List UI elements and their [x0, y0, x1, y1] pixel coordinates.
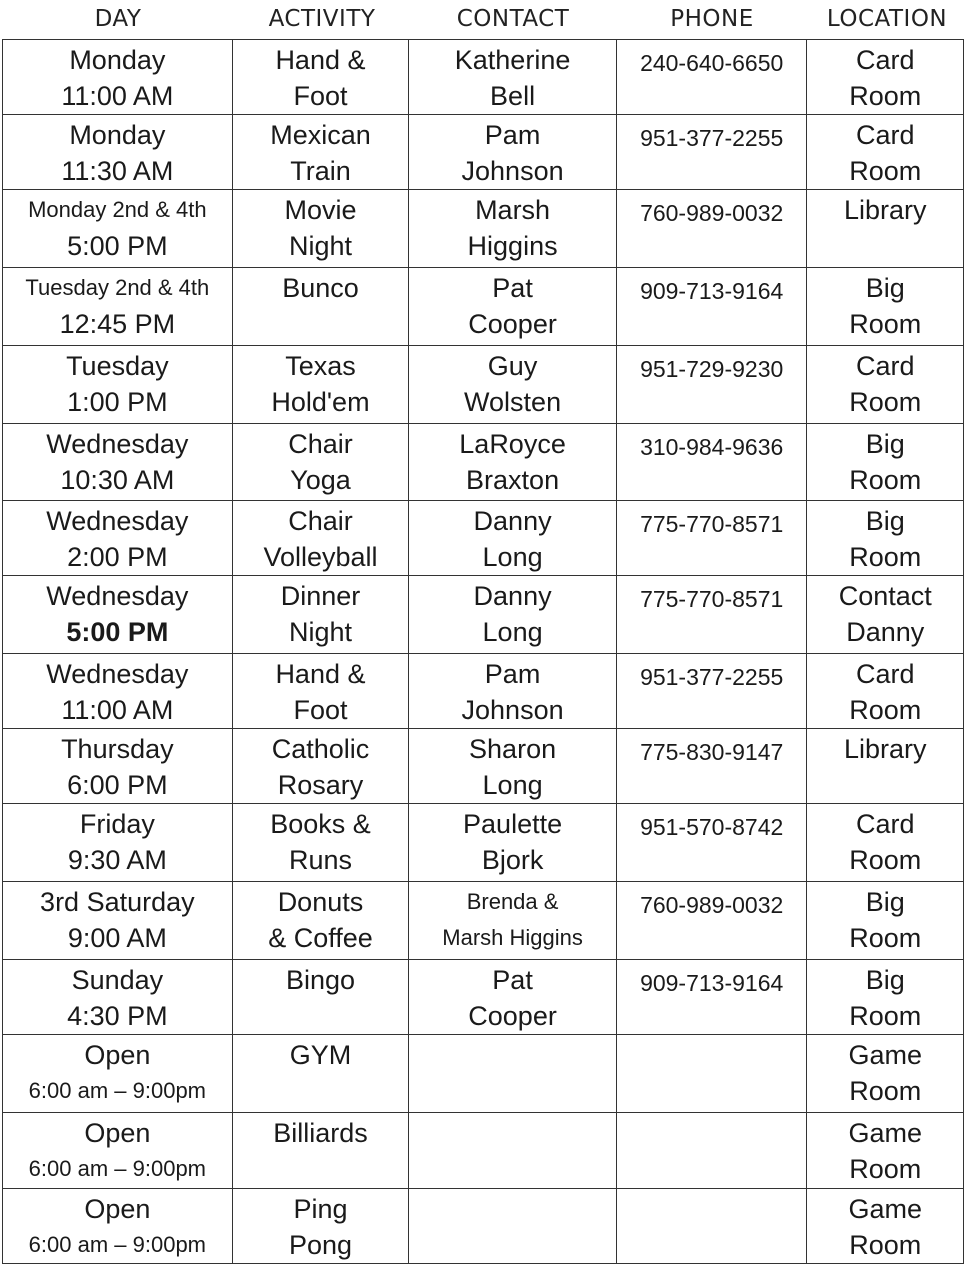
activity-label: Runs: [288, 845, 352, 875]
location-label: Room: [849, 387, 922, 417]
activity-schedule-table: [2, 39, 964, 1264]
header-phone: PHONE: [670, 6, 754, 32]
location-label: Card: [855, 45, 915, 75]
day-label: Monday: [69, 120, 166, 150]
location-cell: [807, 1189, 964, 1264]
header-contact: CONTACT: [456, 6, 570, 32]
time-label: 9:30 AM: [67, 845, 167, 875]
contact-cell: [409, 501, 617, 576]
table-row: [3, 882, 964, 960]
table-row: [3, 40, 964, 115]
header-location: LOCATION: [826, 6, 948, 32]
contact-cell: [409, 654, 617, 729]
location-label: Game: [848, 1118, 922, 1148]
contact-cell: [409, 882, 617, 960]
location-label: Big: [865, 965, 905, 995]
location-label: Big: [865, 273, 905, 303]
table-row: [3, 268, 964, 346]
time-label: 2:00 PM: [67, 542, 168, 572]
location-cell: [807, 268, 964, 346]
phone-number: 760-989-0032: [640, 892, 784, 918]
contact-name: Cooper: [468, 309, 557, 339]
phone-number: 951-729-9230: [640, 356, 784, 382]
table-row: [3, 1113, 964, 1189]
contact-name: Long: [482, 542, 543, 572]
header-day: DAY: [94, 6, 142, 32]
contact-cell: [409, 40, 617, 115]
activity-label: Hold'em: [271, 387, 370, 417]
day-label: Friday: [79, 809, 155, 839]
activity-label: Ping: [293, 1194, 348, 1224]
time-label: 11:00 AM: [61, 695, 174, 725]
location-label: Card: [855, 659, 915, 689]
contact-cell: [409, 960, 617, 1035]
table-row: [3, 804, 964, 882]
phone-cell: [616, 654, 807, 729]
location-cell: [807, 576, 964, 654]
contact-name: Brenda &: [466, 889, 559, 914]
activity-cell: [232, 501, 409, 576]
contact-cell: [409, 190, 617, 268]
location-label: Contact: [838, 581, 932, 611]
day-label: Tuesday 2nd & 4th: [25, 275, 210, 300]
header-activity: ACTIVITY: [268, 6, 376, 32]
activity-label: Bunco: [282, 273, 359, 303]
time-label: 12:45 PM: [59, 309, 176, 339]
activity-label: Night: [288, 617, 352, 647]
phone-cell: [616, 882, 807, 960]
contact-name: Johnson: [461, 695, 564, 725]
table-row: [3, 1035, 964, 1113]
contact-cell: [409, 115, 617, 190]
time-label: 9:00 AM: [67, 923, 167, 953]
day-label: Tuesday: [66, 351, 169, 381]
day-label: Wednesday: [46, 506, 189, 536]
day-label: Wednesday: [46, 659, 189, 689]
phone-number: 951-570-8742: [640, 814, 784, 840]
location-cell: [807, 424, 964, 501]
time-label: 6:00 am – 9:00pm: [28, 1232, 207, 1257]
contact-name: Paulette: [463, 809, 563, 839]
day-cell: [3, 501, 233, 576]
time-label: 5:00 PM: [67, 231, 168, 261]
table-row: [3, 115, 964, 190]
activity-label: Books &: [270, 809, 371, 839]
activity-label: Billiards: [273, 1118, 368, 1148]
location-label: Room: [849, 1154, 922, 1184]
day-label: Open: [84, 1194, 151, 1224]
phone-cell: [616, 1035, 807, 1113]
contact-cell: [409, 804, 617, 882]
table-row: [3, 501, 964, 576]
location-label: Room: [849, 845, 922, 875]
contact-cell: [409, 576, 617, 654]
location-cell: [807, 1113, 964, 1189]
contact-name: Braxton: [466, 465, 560, 495]
activity-label: Volleyball: [263, 542, 378, 572]
location-cell: [807, 960, 964, 1035]
day-cell: [3, 729, 233, 804]
location-label: Library: [843, 195, 927, 225]
location-label: Room: [849, 1001, 922, 1031]
day-cell: [3, 1189, 233, 1264]
contact-name: Marsh Higgins: [442, 925, 583, 950]
phone-cell: [616, 804, 807, 882]
contact-name: LaRoyce: [459, 429, 566, 459]
location-label: Library: [843, 734, 927, 764]
contact-name: Pat: [492, 965, 533, 995]
contact-name: Long: [482, 617, 543, 647]
time-label: 4:30 PM: [67, 1001, 168, 1031]
day-label: 3rd Saturday: [40, 887, 195, 917]
activity-label: & Coffee: [268, 923, 373, 953]
activity-label: Hand &: [275, 659, 366, 689]
contact-name: Sharon: [469, 734, 557, 764]
day-cell: [3, 190, 233, 268]
phone-number: 909-713-9164: [640, 278, 784, 304]
phone-number: [617, 1191, 807, 1197]
location-cell: [807, 190, 964, 268]
day-cell: [3, 804, 233, 882]
contact-name: Pat: [492, 273, 533, 303]
table-row: [3, 960, 964, 1035]
contact-name: Wolsten: [464, 387, 562, 417]
phone-cell: [616, 424, 807, 501]
contact-name: Guy: [487, 351, 538, 381]
activity-cell: [232, 960, 409, 1035]
day-cell: [3, 268, 233, 346]
day-cell: [3, 115, 233, 190]
day-label: Open: [84, 1118, 151, 1148]
activity-label: Foot: [293, 695, 348, 725]
contact-cell: [409, 424, 617, 501]
activity-cell: [232, 40, 409, 115]
activity-cell: [232, 268, 409, 346]
activity-cell: [232, 346, 409, 424]
contact-name: Higgins: [467, 231, 558, 261]
schedule-body: [3, 40, 964, 1264]
phone-cell: [616, 40, 807, 115]
activity-label: Mexican: [270, 120, 371, 150]
phone-cell: [616, 190, 807, 268]
contact-cell: [409, 268, 617, 346]
time-label: 11:30 AM: [61, 156, 174, 186]
time-label: 5:00 PM: [66, 617, 169, 647]
location-label: Room: [849, 695, 922, 725]
table-header: [0, 0, 968, 40]
contact-cell: [409, 1113, 617, 1189]
day-label: Monday: [69, 45, 166, 75]
activity-label: Donuts: [277, 887, 364, 917]
table-row: [3, 190, 964, 268]
location-label: Danny: [846, 617, 925, 647]
activity-cell: [232, 654, 409, 729]
activity-label: Chair: [288, 429, 353, 459]
day-label: Monday 2nd & 4th: [28, 197, 207, 222]
location-label: Room: [849, 1076, 922, 1106]
activity-cell: [232, 882, 409, 960]
phone-number: 775-770-8571: [640, 511, 784, 537]
location-label: Room: [849, 309, 922, 339]
day-cell: [3, 424, 233, 501]
activity-label: Dinner: [280, 581, 361, 611]
activity-cell: [232, 115, 409, 190]
day-label: Wednesday: [46, 581, 189, 611]
contact-name: Marsh: [475, 195, 551, 225]
phone-number: [617, 1115, 807, 1121]
activity-label: Train: [290, 156, 351, 186]
location-cell: [807, 40, 964, 115]
activity-label: Yoga: [290, 465, 351, 495]
day-cell: [3, 654, 233, 729]
location-label: Room: [849, 923, 922, 953]
activity-label: Texas: [285, 351, 356, 381]
contact-name: Bjork: [481, 845, 544, 875]
activity-cell: [232, 1189, 409, 1264]
phone-number: 310-984-9636: [640, 434, 784, 460]
day-cell: [3, 1035, 233, 1113]
contact-name: Pam: [484, 659, 541, 689]
phone-cell: [616, 960, 807, 1035]
location-label: Room: [849, 465, 922, 495]
activity-label: GYM: [289, 1040, 352, 1070]
table-row: [3, 424, 964, 501]
contact-name: Bell: [490, 81, 536, 111]
activity-cell: [232, 729, 409, 804]
contact-name: Katherine: [454, 45, 571, 75]
phone-number: [617, 1037, 807, 1043]
day-cell: [3, 576, 233, 654]
activity-label: Bingo: [285, 965, 355, 995]
activity-cell: [232, 1113, 409, 1189]
phone-number: 909-713-9164: [640, 970, 784, 996]
table-row: [3, 346, 964, 424]
activity-label: Catholic: [271, 734, 370, 764]
activity-label: Chair: [288, 506, 353, 536]
activity-label: Rosary: [277, 770, 364, 800]
location-label: Game: [848, 1194, 922, 1224]
time-label: 11:00 AM: [61, 81, 174, 111]
day-label: Thursday: [61, 734, 174, 764]
activity-label: Pong: [288, 1230, 352, 1260]
location-cell: [807, 1035, 964, 1113]
phone-number: 760-989-0032: [640, 200, 784, 226]
location-label: Game: [848, 1040, 922, 1070]
location-label: Room: [849, 542, 922, 572]
location-label: Big: [865, 506, 905, 536]
phone-cell: [616, 576, 807, 654]
activity-cell: [232, 1035, 409, 1113]
location-cell: [807, 346, 964, 424]
phone-cell: [616, 501, 807, 576]
contact-name: Long: [482, 770, 543, 800]
phone-number: 951-377-2255: [640, 125, 784, 151]
contact-name: Cooper: [468, 1001, 557, 1031]
location-label: Big: [865, 429, 905, 459]
phone-number: 775-830-9147: [640, 739, 784, 765]
phone-cell: [616, 346, 807, 424]
time-label: 6:00 am – 9:00pm: [28, 1156, 207, 1181]
phone-cell: [616, 115, 807, 190]
phone-cell: [616, 1189, 807, 1264]
phone-cell: [616, 729, 807, 804]
activity-cell: [232, 804, 409, 882]
location-label: Room: [849, 156, 922, 186]
location-cell: [807, 729, 964, 804]
day-cell: [3, 1113, 233, 1189]
contact-cell: [409, 1035, 617, 1113]
activity-label: Night: [288, 231, 352, 261]
table-row: [3, 729, 964, 804]
time-label: 6:00 PM: [67, 770, 168, 800]
activity-cell: [232, 424, 409, 501]
location-label: Card: [855, 120, 915, 150]
activity-cell: [232, 576, 409, 654]
activity-label: Hand &: [275, 45, 366, 75]
location-label: Card: [855, 351, 915, 381]
activity-label: Movie: [284, 195, 357, 225]
activity-label: Foot: [293, 81, 348, 111]
time-label: 10:30 AM: [60, 465, 175, 495]
table-row: [3, 1189, 964, 1264]
location-cell: [807, 115, 964, 190]
location-cell: [807, 882, 964, 960]
location-label: Card: [855, 809, 915, 839]
phone-number: 240-640-6650: [640, 50, 784, 76]
time-label: 6:00 am – 9:00pm: [28, 1078, 207, 1103]
day-label: Wednesday: [46, 429, 189, 459]
contact-cell: [409, 1189, 617, 1264]
location-cell: [807, 501, 964, 576]
phone-cell: [616, 1113, 807, 1189]
location-label: Room: [849, 1230, 922, 1260]
phone-number: 775-770-8571: [640, 586, 784, 612]
day-cell: [3, 960, 233, 1035]
location-label: Room: [849, 81, 922, 111]
contact-cell: [409, 346, 617, 424]
day-label: Sunday: [71, 965, 164, 995]
contact-name: Danny: [473, 581, 552, 611]
contact-name: Pam: [484, 120, 541, 150]
table-row: [3, 654, 964, 729]
phone-cell: [616, 268, 807, 346]
day-cell: [3, 882, 233, 960]
day-label: Open: [84, 1040, 151, 1070]
activity-cell: [232, 190, 409, 268]
contact-name: Danny: [473, 506, 552, 536]
day-cell: [3, 40, 233, 115]
location-label: Big: [865, 887, 905, 917]
location-cell: [807, 804, 964, 882]
time-label: 1:00 PM: [67, 387, 168, 417]
phone-number: 951-377-2255: [640, 664, 784, 690]
table-row: [3, 576, 964, 654]
contact-name: Johnson: [461, 156, 564, 186]
day-cell: [3, 346, 233, 424]
contact-cell: [409, 729, 617, 804]
location-cell: [807, 654, 964, 729]
